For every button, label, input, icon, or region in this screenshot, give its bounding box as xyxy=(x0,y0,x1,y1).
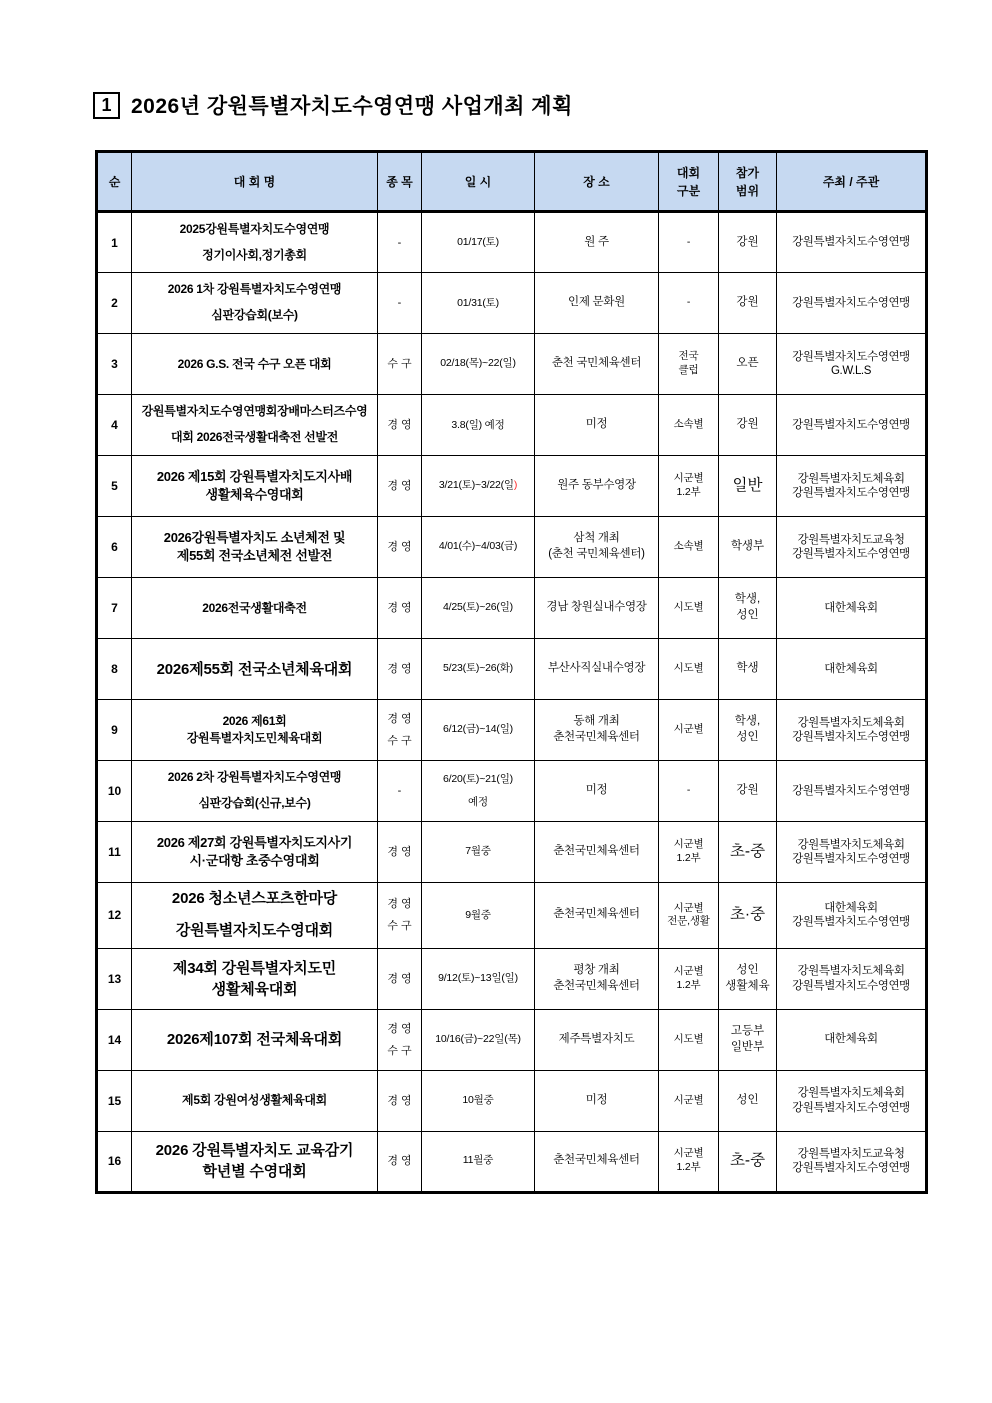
event-title: 2026 제27회 강원특별자치도지사기 시·군대항 초중수영대회 xyxy=(132,822,378,883)
event-title: 2026제107회 전국체육대회 xyxy=(132,1009,378,1070)
event-title: 2026 1차 강원특별자치도수영연맹 심판강습회(보수) xyxy=(132,273,378,334)
participation-scope: 강원 xyxy=(719,212,777,273)
col-header-venue: 장 소 xyxy=(535,152,659,212)
event-title: 2025강원특별자치도수영연맹 정기이사회,정기총회 xyxy=(132,212,378,273)
event-discipline: 수 구 xyxy=(378,334,422,395)
event-venue: 삼척 개최 (춘천 국민체육센터) xyxy=(535,517,659,578)
participation-scope: 성인 생활체육 xyxy=(719,948,777,1009)
event-discipline: 경 영 xyxy=(378,822,422,883)
row-number: 7 xyxy=(97,578,132,639)
participation-scope: 강원 xyxy=(719,761,777,822)
table-body xyxy=(97,212,927,1193)
organizer: 대한체육회 xyxy=(777,1009,927,1070)
table-row xyxy=(97,456,927,517)
competition-division: - xyxy=(659,212,719,273)
event-venue: 경남 창원실내수영장 xyxy=(535,578,659,639)
table-row xyxy=(97,639,927,700)
table-row xyxy=(97,1009,927,1070)
event-date: 10월중 xyxy=(422,1070,535,1131)
event-date: 3.8(일) 예정 xyxy=(422,395,535,456)
competition-division: 시도별 xyxy=(659,639,719,700)
table-row xyxy=(97,822,927,883)
organizer: 대한체육회 xyxy=(777,639,927,700)
organizer: 대한체육회 xyxy=(777,578,927,639)
table-row xyxy=(97,273,927,334)
event-title: 제5회 강원여성생활체육대회 xyxy=(132,1070,378,1131)
organizer: 강원특별자치도수영연맹 xyxy=(777,273,927,334)
event-title: 2026 청소년스포츠한마당 강원특별자치도수영대회 xyxy=(132,883,378,949)
participation-scope: 고등부 일반부 xyxy=(719,1009,777,1070)
event-venue: 제주특별자치도 xyxy=(535,1009,659,1070)
event-title: 강원특별자치도수영연맹회장배마스터즈수영 대회 2026전국생활대축전 선발전 xyxy=(132,395,378,456)
participation-scope: 강원 xyxy=(719,273,777,334)
row-number: 8 xyxy=(97,639,132,700)
participation-scope: 일반 xyxy=(719,456,777,517)
event-discipline: 경 영 xyxy=(378,517,422,578)
event-date: 11월중 xyxy=(422,1131,535,1192)
table-row xyxy=(97,334,927,395)
row-number: 4 xyxy=(97,395,132,456)
event-date: 4/01(수)~4/03(금) xyxy=(422,517,535,578)
table-row xyxy=(97,700,927,761)
table-row xyxy=(97,578,927,639)
col-header-scope: 참가 범위 xyxy=(719,152,777,212)
table-row xyxy=(97,761,927,822)
participation-scope: 강원 xyxy=(719,395,777,456)
participation-scope: 학생 xyxy=(719,639,777,700)
event-title: 제34회 강원특별자치도민 생활체육대회 xyxy=(132,948,378,1009)
event-discipline: 경 영 수 구 xyxy=(378,700,422,761)
row-number: 15 xyxy=(97,1070,132,1131)
event-date: 10/16(금)~22일(목) xyxy=(422,1009,535,1070)
event-date: 01/31(토) xyxy=(422,273,535,334)
row-number: 3 xyxy=(97,334,132,395)
event-venue: 춘천국민체육센터 xyxy=(535,883,659,949)
competition-division: 시군별 1.2부 xyxy=(659,456,719,517)
col-header-title: 대 회 명 xyxy=(132,152,378,212)
organizer: 강원특별자치도수영연맹 G.W.L.S xyxy=(777,334,927,395)
event-venue: 미정 xyxy=(535,395,659,456)
competition-division: 시군별 xyxy=(659,700,719,761)
event-venue: 동해 개최 춘천국민체육센터 xyxy=(535,700,659,761)
participation-scope: 초·중 xyxy=(719,883,777,949)
competition-division: 시군별 1.2부 xyxy=(659,1131,719,1192)
event-discipline: 경 영 xyxy=(378,1070,422,1131)
participation-scope: 초-중 xyxy=(719,1131,777,1192)
event-title: 2026 제61회 강원특별자치도민체육대회 xyxy=(132,700,378,761)
event-date: 6/20(토)~21(일) 예정 xyxy=(422,761,535,822)
organizer: 강원특별자치도교육청 강원특별자치도수영연맹 xyxy=(777,1131,927,1192)
event-venue: 미정 xyxy=(535,1070,659,1131)
event-title: 2026 제15회 강원특별자치도지사배 생활체육수영대회 xyxy=(132,456,378,517)
table-row xyxy=(97,395,927,456)
competition-division: 소속별 xyxy=(659,395,719,456)
table-row xyxy=(97,1131,927,1192)
competition-division: 시군별 전문,생활 xyxy=(659,883,719,949)
event-discipline: 경 영 수 구 xyxy=(378,1009,422,1070)
organizer: 강원특별자치도체육회 강원특별자치도수영연맹 xyxy=(777,948,927,1009)
event-date: 01/17(토) xyxy=(422,212,535,273)
event-date: 3/21(토)~3/22(일) xyxy=(422,456,535,517)
organizer: 강원특별자치도수영연맹 xyxy=(777,761,927,822)
competition-division: 전국 클럽 xyxy=(659,334,719,395)
row-number: 14 xyxy=(97,1009,132,1070)
event-discipline: - xyxy=(378,273,422,334)
participation-scope: 학생부 xyxy=(719,517,777,578)
participation-scope: 학생, 성인 xyxy=(719,700,777,761)
event-date: 9/12(토)~13일(일) xyxy=(422,948,535,1009)
event-discipline: 경 영 xyxy=(378,395,422,456)
document-heading xyxy=(93,90,573,120)
page-title: 2026년 강원특별자치도수영연맹 사업개최 계획 xyxy=(131,95,573,118)
row-number: 13 xyxy=(97,948,132,1009)
table-row xyxy=(97,948,927,1009)
organizer: 강원특별자치도수영연맹 xyxy=(777,212,927,273)
event-venue: 춘천국민체육센터 xyxy=(535,822,659,883)
event-title: 2026 강원특별자치도 교육감기 학년별 수영대회 xyxy=(132,1131,378,1192)
row-number: 1 xyxy=(97,212,132,273)
event-discipline: 경 영 수 구 xyxy=(378,883,422,949)
col-header-host: 주최 / 주관 xyxy=(777,152,927,212)
event-discipline: 경 영 xyxy=(378,948,422,1009)
row-number: 2 xyxy=(97,273,132,334)
col-header-event: 종 목 xyxy=(378,152,422,212)
event-date: 9월중 xyxy=(422,883,535,949)
participation-scope: 학생, 성인 xyxy=(719,578,777,639)
event-schedule-table xyxy=(95,150,928,1194)
event-title: 2026제55회 전국소년체육대회 xyxy=(132,639,378,700)
event-date: 02/18(목)~22(일) xyxy=(422,334,535,395)
event-venue: 평창 개최 춘천국민체육센터 xyxy=(535,948,659,1009)
row-number: 11 xyxy=(97,822,132,883)
table-row xyxy=(97,883,927,949)
row-number: 10 xyxy=(97,761,132,822)
col-header-division: 대회 구분 xyxy=(659,152,719,212)
organizer: 강원특별자치도교육청 강원특별자치도수영연맹 xyxy=(777,517,927,578)
event-discipline: 경 영 xyxy=(378,1131,422,1192)
event-discipline: - xyxy=(378,212,422,273)
event-venue: 춘천국민체육센터 xyxy=(535,1131,659,1192)
date-red-suffix: ) xyxy=(513,479,518,492)
organizer: 강원특별자치도체육회 강원특별자치도수영연맹 xyxy=(777,1070,927,1131)
event-date: 6/12(금)~14(일) xyxy=(422,700,535,761)
row-number: 12 xyxy=(97,883,132,949)
competition-division: 시군별 xyxy=(659,1070,719,1131)
event-discipline: 경 영 xyxy=(378,456,422,517)
competition-division: - xyxy=(659,761,719,822)
competition-division: 시군별 1.2부 xyxy=(659,948,719,1009)
event-date: 7월중 xyxy=(422,822,535,883)
event-title: 2026강원특별자치도 소년체전 및 제55회 전국소년체전 선발전 xyxy=(132,517,378,578)
event-date: 5/23(토)~26(화) xyxy=(422,639,535,700)
organizer: 강원특별자치도수영연맹 xyxy=(777,395,927,456)
event-title: 2026 G.S. 전국 수구 오픈 대회 xyxy=(132,334,378,395)
competition-division: 시군별 1.2부 xyxy=(659,822,719,883)
event-discipline: 경 영 xyxy=(378,639,422,700)
event-venue: 미정 xyxy=(535,761,659,822)
event-venue: 춘천 국민체육센터 xyxy=(535,334,659,395)
organizer: 강원특별자치도체육회 강원특별자치도수영연맹 xyxy=(777,700,927,761)
event-title: 2026전국생활대축전 xyxy=(132,578,378,639)
section-number-box: 1 xyxy=(93,92,120,119)
row-number: 5 xyxy=(97,456,132,517)
competition-division: 시도별 xyxy=(659,1009,719,1070)
row-number: 6 xyxy=(97,517,132,578)
event-venue: 원 주 xyxy=(535,212,659,273)
table-row xyxy=(97,1070,927,1131)
event-venue: 부산사직실내수영장 xyxy=(535,639,659,700)
competition-division: 시도별 xyxy=(659,578,719,639)
event-venue: 인제 문화원 xyxy=(535,273,659,334)
organizer: 대한체육회 강원특별자치도수영연맹 xyxy=(777,883,927,949)
table-row xyxy=(97,212,927,273)
participation-scope: 성인 xyxy=(719,1070,777,1131)
col-header-date: 일 시 xyxy=(422,152,535,212)
row-number: 9 xyxy=(97,700,132,761)
competition-division: - xyxy=(659,273,719,334)
row-number: 16 xyxy=(97,1131,132,1192)
table-row xyxy=(97,517,927,578)
competition-division: 소속별 xyxy=(659,517,719,578)
header-row xyxy=(97,152,927,212)
col-header-num: 순 xyxy=(97,152,132,212)
event-title: 2026 2차 강원특별자치도수영연맹 심판강습회(신규,보수) xyxy=(132,761,378,822)
organizer: 강원특별자치도체육회 강원특별자치도수영연맹 xyxy=(777,456,927,517)
event-discipline: - xyxy=(378,761,422,822)
participation-scope: 오픈 xyxy=(719,334,777,395)
event-date: 4/25(토)~26(일) xyxy=(422,578,535,639)
event-venue: 원주 동부수영장 xyxy=(535,456,659,517)
participation-scope: 초-중 xyxy=(719,822,777,883)
organizer: 강원특별자치도체육회 강원특별자치도수영연맹 xyxy=(777,822,927,883)
event-discipline: 경 영 xyxy=(378,578,422,639)
